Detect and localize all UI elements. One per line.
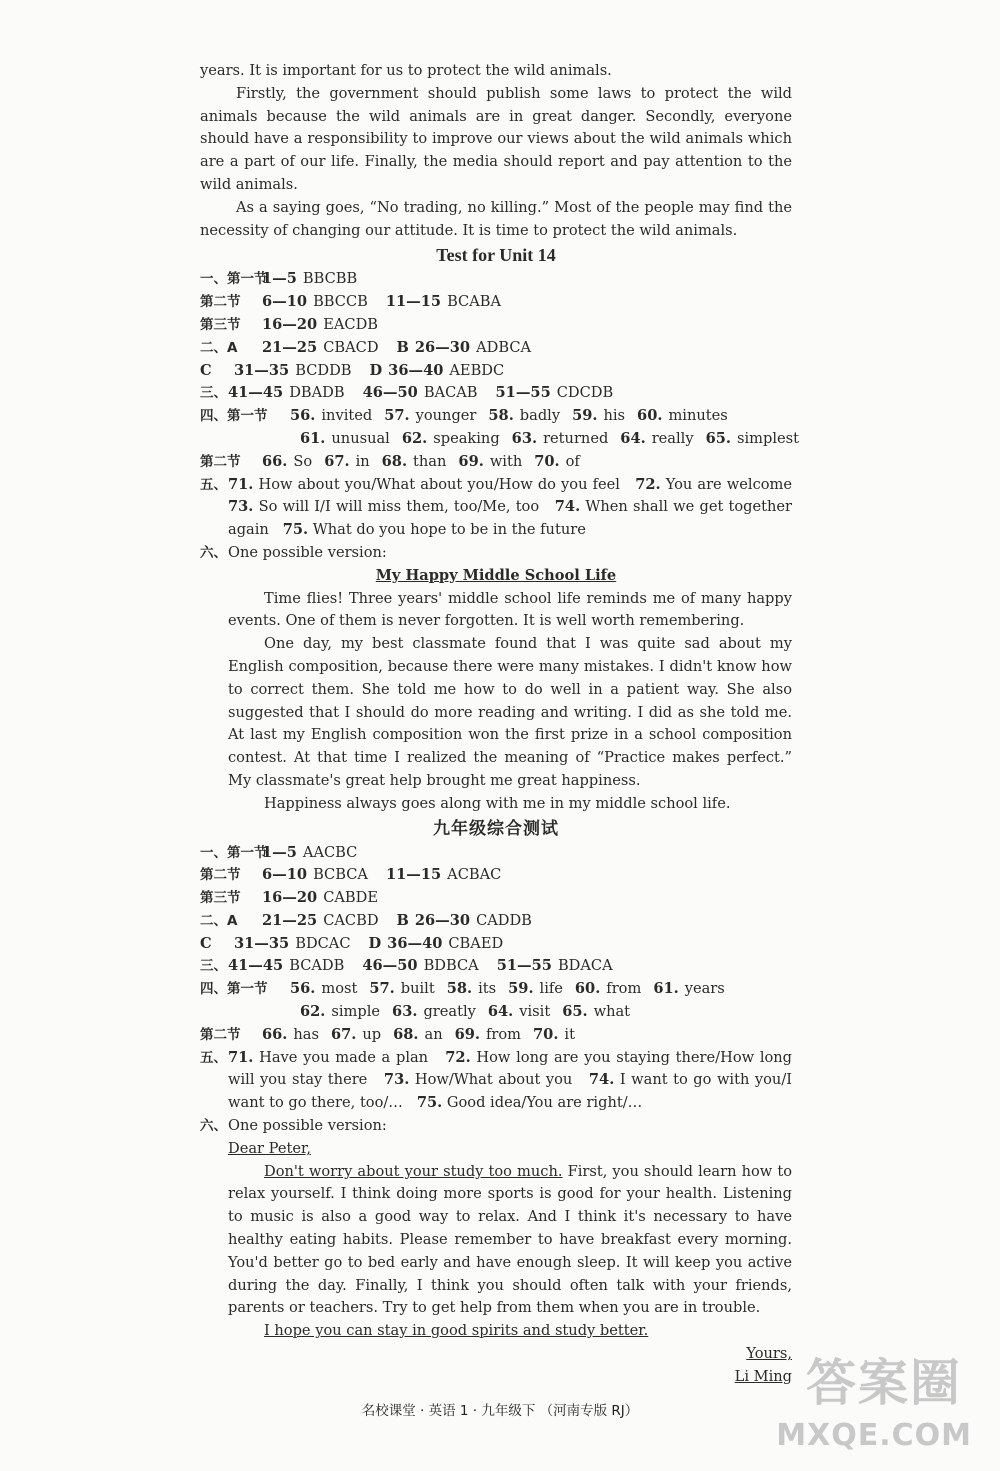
unit14-section4-part2: 第二节 66. So 67. in 68. than 69. with 70. of: [200, 452, 580, 470]
grade9-section6: 六、 One possible version:: [200, 1117, 387, 1135]
grade9-section3: 三、 41—45 BCADB 46—50 BDBCA 51—55 BDACA: [200, 957, 613, 975]
letter-signature: Li Ming: [734, 1367, 792, 1385]
unit14-section5: 五、71. How about you/What about you/How do you feel 72. You are welcome 73. So will I/I will miss them, too/Me, too 74. When shall we get together again 75. What do you hope to be in the future: [200, 475, 793, 539]
intro-paragraph-3: As a saying goes, “No trading, no killing.” Most of the people may find the necessity of changing our attitude. It is time to protect the wild animals.: [200, 198, 792, 239]
answer-page: [200, 60, 799, 1389]
letter-closing: Yours,: [746, 1345, 792, 1363]
unit14-section3: 三、 41—45 DBADB 46—50 BACAB 51—55 CDCDB: [200, 384, 614, 402]
unit14-section6: 六、 One possible version:: [200, 543, 387, 561]
intro-paragraph-1: years. It is important for us to protect the wild animals.: [200, 62, 612, 79]
unit14-section2-ab: 二、A 21—25 CBACD B 26—30 ADBCA: [200, 338, 532, 356]
grade9-section1-part3: 第三节 16—20 CABDE: [200, 889, 379, 907]
unit14-section1-part1: 一、第一节 1—5 BBCBB: [200, 270, 358, 288]
grade9-section2-cd: C 31—35 BDCAC D 36—40 CBAED: [200, 934, 504, 952]
intro-paragraph-2: Firstly, the government should publish some laws to protect the wild animals because the wild animals are in great danger. Secondly, everyone should have a responsibility to improve our views about the wild animals which are a part of our life. Finally, the media should report and pay attention to the wild animals.: [200, 84, 792, 193]
grade9-section2-ab: 二、A 21—25 CACBD B 26—30 CADDB: [200, 911, 532, 929]
grade9-section4-part1-cont: 62. simple 63. greatly 64. visit 65. what: [300, 1003, 631, 1021]
grade9-section4-part2: 第二节 66. has 67. up 68. an 69. from 70. it: [200, 1025, 575, 1043]
unit14-essay: Time flies! Three years' middle school life reminds me of many happy events. One of them is never forgotten. It is well worth remembering. One day, my best classmate found that I was quite sad about my English composition, because there were many mistakes. I didn't know how to correct them. She told me how to do well in a patient way. She also suggested that I should do more reading and writing. I did as she told me. At last my English composition won the first prize in a school composition contest. At that time I realized the meaning of “Practice makes perfect.” My classmate's great help brought me great happiness. Happiness always goes along with me in my middle school life.: [228, 589, 792, 812]
watermark-logo: 答案圈 MXQE.COM: [776, 1354, 972, 1453]
unit14-title: Test for Unit 14: [436, 245, 556, 266]
grade9-section5: 五、71. Have you made a plan 72. How long are you staying there/How long will you stay there 73. How/What about you 74. I want to go with you/I want to go there, too/… 75. Good idea/You are right/…: [200, 1048, 793, 1112]
grade9-section4-part1: 四、第一节 56. most 57. built 58. its 59. life 60. from 61. years: [200, 980, 725, 998]
unit14-section2-cd: C 31—35 BCDDB D 36—40 AEBDC: [200, 361, 505, 379]
grade9-section1-part2: 第二节 6—10 BCBCA 11—15 ACBAC: [200, 866, 502, 884]
grade9-section1-part1: 一、第一节 1—5 AACBC: [200, 843, 358, 861]
unit14-section4-part1: 四、第一节 56. invited 57. younger 58. badly 59. his 60. minutes: [200, 407, 728, 425]
letter-salutation: Dear Peter,: [228, 1139, 311, 1157]
unit14-essay-title: My Happy Middle School Life: [375, 566, 617, 584]
page-footer: 名校课堂 · 英语 1 · 九年级下 （河南专版 RJ）: [361, 1403, 639, 1419]
letter-body: Don't worry about your study too much. First, you should learn how to relax yourself. I think doing more sports is good for your health. Listening to music is also a good way to relax. And I think it's necessary to have healthy eating habits. Please remember to have breakfast every morning. You'd better go to bed early and have enough sleep. It will keep you active during the day. Finally, I think you should often talk with your friends, parents or teachers. Try to get help from them when you are in trouble.: [228, 1162, 792, 1317]
grade9-letter: [200, 1138, 792, 1389]
unit14-section1-part3: 第三节 16—20 EACDB: [200, 315, 379, 333]
unit14-section4-part1-cont: 61. unusual 62. speaking 63. returned 64. really 65. simplest: [300, 429, 799, 447]
grade9-title: 九年级综合测试: [433, 818, 559, 839]
letter-closing-line: I hope you can stay in good spirits and study better.: [264, 1322, 649, 1340]
unit14-section1-part2: 第二节 6—10 BBCCB 11—15 BCABA: [200, 293, 502, 311]
